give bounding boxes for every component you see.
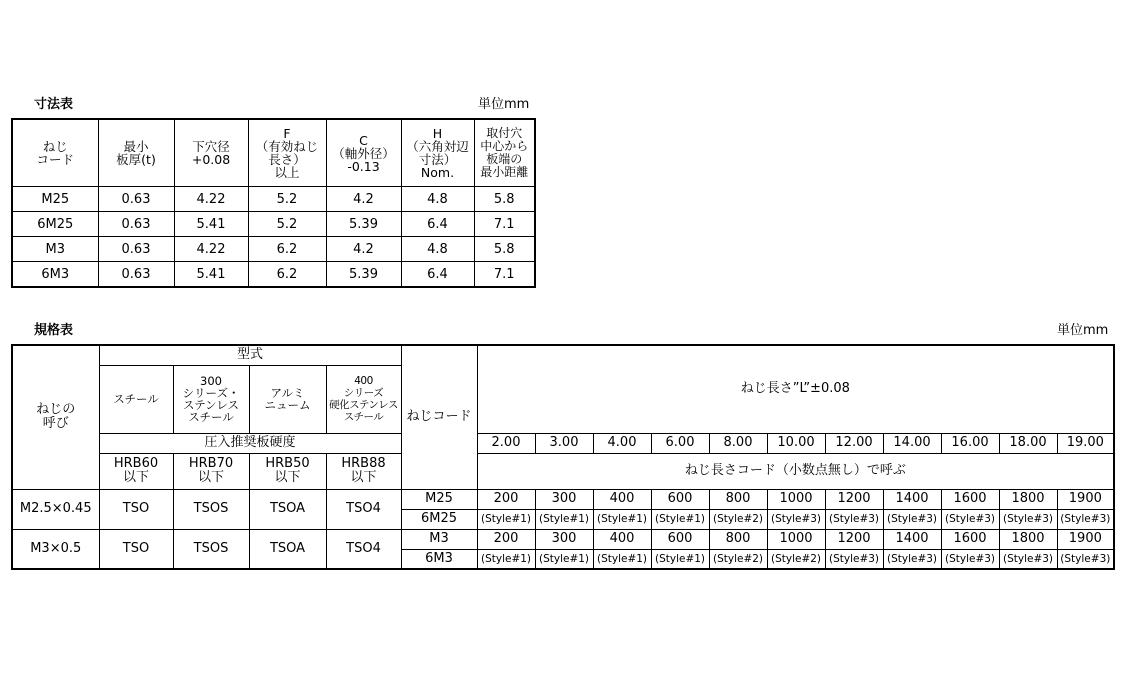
specification-table xyxy=(11,344,1115,570)
model-cell: TSOS xyxy=(173,529,249,569)
dim-cell: 4.2 xyxy=(326,237,401,262)
style-cell: (Style#3) xyxy=(1057,549,1114,569)
model-cell: TSO xyxy=(99,489,173,529)
length-code-cell: 1400 xyxy=(883,489,941,509)
style-cell: (Style#1) xyxy=(535,509,593,529)
dim-cell: 5.2 xyxy=(248,187,326,212)
style-cell: (Style#1) xyxy=(651,549,709,569)
dim-header-cell: ねじ コード xyxy=(12,119,98,187)
style-cell: (Style#3) xyxy=(883,509,941,529)
nominal-cell: M3×0.5 xyxy=(12,529,99,569)
style-cell: (Style#3) xyxy=(999,549,1057,569)
length-code-cell: 300 xyxy=(535,529,593,549)
length-cell: 8.00 xyxy=(709,433,767,453)
length-cell: 19.00 xyxy=(1057,433,1114,453)
length-code-cell: 1800 xyxy=(999,489,1057,509)
dim-cell: 5.2 xyxy=(248,212,326,237)
length-cell: 6.00 xyxy=(651,433,709,453)
table-row xyxy=(12,212,535,237)
length-code-cell: 1600 xyxy=(941,529,999,549)
length-code-cell: 800 xyxy=(709,529,767,549)
style-cell: (Style#1) xyxy=(477,549,535,569)
length-cell: 14.00 xyxy=(883,433,941,453)
length-code-cell: 800 xyxy=(709,489,767,509)
spec-table-caption: 規格表 xyxy=(34,323,74,338)
dim-cell: 4.8 xyxy=(401,187,474,212)
length-code-cell: 600 xyxy=(651,489,709,509)
dimension-table xyxy=(11,118,536,288)
dim-cell: 6.4 xyxy=(401,262,474,288)
table-row xyxy=(12,262,535,288)
dim-cell: 6.4 xyxy=(401,212,474,237)
dim-cell: 4.22 xyxy=(174,187,248,212)
material-cell: 300 シリーズ・ ステンレス スチール xyxy=(173,365,249,433)
length-code-cell: 1000 xyxy=(767,489,825,509)
style-cell: (Style#2) xyxy=(767,549,825,569)
dim-header-cell: H （六角対辺 寸法） Nom. xyxy=(401,119,474,187)
hardness-header: 圧入推奨板硬度 xyxy=(99,433,401,453)
style-cell: (Style#3) xyxy=(941,549,999,569)
style-cell: (Style#2) xyxy=(709,509,767,529)
length-code-cell: 200 xyxy=(477,489,535,509)
dim-cell: 7.1 xyxy=(474,262,535,288)
spec-table-unit: 単位mm xyxy=(1057,323,1109,338)
code-header: ねじコード xyxy=(401,345,477,489)
spec-header-row xyxy=(12,345,1114,365)
hardness-cell: HRB50 以下 xyxy=(249,453,326,489)
model-cell: TSOA xyxy=(249,489,326,529)
length-code-cell: 1200 xyxy=(825,489,883,509)
table-row xyxy=(12,187,535,212)
style-cell: (Style#1) xyxy=(593,509,651,529)
length-cell: 4.00 xyxy=(593,433,651,453)
length-code-cell: 1900 xyxy=(1057,489,1114,509)
length-code-cell: 1800 xyxy=(999,529,1057,549)
material-cell: 400 シリーズ 硬化ステンレス スチール xyxy=(326,365,401,433)
dim-header-cell: 取付穴 中心から 板端の 最小距離 xyxy=(474,119,535,187)
length-code-cell: 1200 xyxy=(825,529,883,549)
dim-cell: 0.63 xyxy=(98,262,174,288)
style-cell: (Style#1) xyxy=(477,509,535,529)
model-cell: TSO4 xyxy=(326,529,401,569)
style-cell: (Style#1) xyxy=(535,549,593,569)
nominal-cell: M2.5×0.45 xyxy=(12,489,99,529)
table-row xyxy=(12,489,1114,509)
style-cell: (Style#1) xyxy=(593,549,651,569)
style-cell: (Style#3) xyxy=(767,509,825,529)
length-code-note: ねじ長さコード（小数点無し）で呼ぶ xyxy=(477,453,1114,489)
model-cell: TSO4 xyxy=(326,489,401,529)
dim-cell: 5.8 xyxy=(474,237,535,262)
length-code-cell: 400 xyxy=(593,489,651,509)
nominal-header: ねじの 呼び xyxy=(12,345,99,489)
style-cell: (Style#3) xyxy=(941,509,999,529)
code-cell: M25 xyxy=(401,489,477,509)
code-cell: M3 xyxy=(401,529,477,549)
code-cell: 6M3 xyxy=(401,549,477,569)
style-cell: (Style#1) xyxy=(651,509,709,529)
length-cell: 18.00 xyxy=(999,433,1057,453)
length-cell: 12.00 xyxy=(825,433,883,453)
dim-cell: 6.2 xyxy=(248,262,326,288)
dim-header-cell: C （軸外径） -0.13 xyxy=(326,119,401,187)
material-cell: スチール xyxy=(99,365,173,433)
dim-table-caption: 寸法表 xyxy=(34,97,74,112)
dim-cell: 4.2 xyxy=(326,187,401,212)
dim-header-cell: F （有効ねじ 長さ） 以上 xyxy=(248,119,326,187)
table-row xyxy=(12,529,1114,549)
style-cell: (Style#2) xyxy=(709,549,767,569)
dim-cell: 5.8 xyxy=(474,187,535,212)
length-header: ねじ長さ”L”±0.08 xyxy=(477,345,1114,433)
length-code-cell: 600 xyxy=(651,529,709,549)
dim-cell: 5.39 xyxy=(326,212,401,237)
style-cell: (Style#3) xyxy=(1057,509,1114,529)
dim-cell: M3 xyxy=(12,237,98,262)
hardness-cell: HRB60 以下 xyxy=(99,453,173,489)
style-cell: (Style#3) xyxy=(825,549,883,569)
dim-cell: 6M25 xyxy=(12,212,98,237)
model-cell: TSO xyxy=(99,529,173,569)
model-cell: TSOA xyxy=(249,529,326,569)
length-code-cell: 1400 xyxy=(883,529,941,549)
dim-cell: 5.41 xyxy=(174,212,248,237)
hardness-cell: HRB88 以下 xyxy=(326,453,401,489)
dim-cell: 6M3 xyxy=(12,262,98,288)
length-code-cell: 1900 xyxy=(1057,529,1114,549)
dim-cell: 0.63 xyxy=(98,212,174,237)
spec-header-row xyxy=(12,453,1114,471)
length-code-cell: 200 xyxy=(477,529,535,549)
dim-cell: 0.63 xyxy=(98,237,174,262)
length-code-cell: 400 xyxy=(593,529,651,549)
dim-header-cell: 最小 板厚(t) xyxy=(98,119,174,187)
code-cell: 6M25 xyxy=(401,509,477,529)
model-cell: TSOS xyxy=(173,489,249,529)
dim-cell: M25 xyxy=(12,187,98,212)
length-code-cell: 300 xyxy=(535,489,593,509)
style-cell: (Style#3) xyxy=(825,509,883,529)
length-code-cell: 1000 xyxy=(767,529,825,549)
dim-table-unit: 単位mm xyxy=(478,97,530,112)
dim-cell: 7.1 xyxy=(474,212,535,237)
dim-cell: 5.39 xyxy=(326,262,401,288)
dim-cell: 5.41 xyxy=(174,262,248,288)
table-row xyxy=(12,237,535,262)
length-code-cell: 1600 xyxy=(941,489,999,509)
length-cell: 16.00 xyxy=(941,433,999,453)
length-cell: 10.00 xyxy=(767,433,825,453)
dim-cell: 6.2 xyxy=(248,237,326,262)
dim-table-header-row xyxy=(12,119,535,187)
length-cell: 3.00 xyxy=(535,433,593,453)
material-cell: アルミ ニューム xyxy=(249,365,326,433)
dim-cell: 4.22 xyxy=(174,237,248,262)
style-cell: (Style#3) xyxy=(883,549,941,569)
length-cell: 2.00 xyxy=(477,433,535,453)
style-cell: (Style#3) xyxy=(999,509,1057,529)
dim-header-cell: 下穴径 +0.08 xyxy=(174,119,248,187)
spec-header-row xyxy=(12,433,1114,453)
dim-cell: 0.63 xyxy=(98,187,174,212)
dim-cell: 4.8 xyxy=(401,237,474,262)
model-header: 型式 xyxy=(99,345,401,365)
hardness-cell: HRB70 以下 xyxy=(173,453,249,489)
